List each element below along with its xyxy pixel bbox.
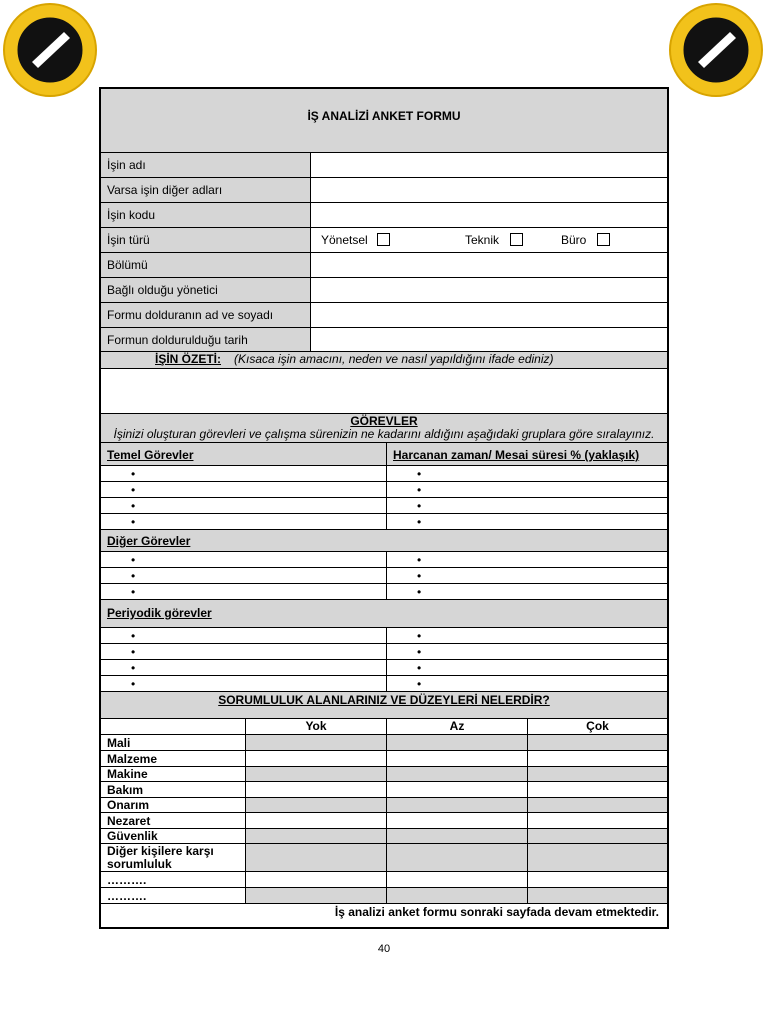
job-analysis-form [99,87,669,929]
responsibility-row-label: Diğer kişilere karşı sorumluluk [107,844,214,871]
periodic-duty-bullet: • [131,677,136,691]
core-duty-bullet: • [131,483,136,497]
responsibility-row-label: Güvenlik [107,829,158,843]
time-bullet: • [417,467,422,481]
job-code-input[interactable] [311,203,667,227]
time-bullet: • [417,483,422,497]
teknik-checkbox[interactable] [510,233,523,246]
responsibility-row-cells[interactable] [246,844,667,871]
periodic-duty-bullet: • [131,661,136,675]
responsibility-row-label: Malzeme [107,751,158,766]
field-label: Formun doldurulduğu tarih [101,328,310,351]
field-label: İşin adı [101,153,310,177]
form-title: İŞ ANALİZİ ANKET FORMU [307,109,461,123]
other-names-input[interactable] [311,178,667,202]
responsibility-heading: SORUMLULUK ALANLARINIZ VE DÜZEYLERİ NELERDİR? [101,692,667,718]
page-number: 40 [377,943,391,955]
job-name-input[interactable] [311,153,667,177]
time-bullet: • [417,629,422,643]
summary-hint: (Kısaca işin amacını, neden ve nasıl yapıldığını ifade ediniz) [234,352,554,366]
job-type-options [311,228,667,252]
responsibility-row-label: ………. [107,888,147,903]
core-duty-bullet: • [131,515,136,529]
pdf-xchange-badge-left[interactable] [2,2,98,98]
responsibility-row-cells[interactable] [246,813,667,828]
responsibility-row-label: Mali [107,735,131,750]
department-input[interactable] [311,253,667,277]
summary-header [101,352,667,368]
field-label: Formu dolduranın ad ve soyadı [101,303,310,327]
responsibility-row-label: Makine [107,767,148,781]
job-type-option-label: Teknik [465,233,500,247]
duties-header [101,414,667,442]
responsibility-row-label: ………. [107,872,147,887]
time-bullet: • [417,645,422,659]
responsibility-row-cells[interactable] [246,782,667,797]
pdf-xchange-badge-right[interactable] [668,2,764,98]
field-label: Varsa işin diğer adları [101,178,310,202]
time-bullet: • [417,677,422,691]
time-bullet: • [417,585,422,599]
yonetsel-checkbox[interactable] [377,233,390,246]
core-duty-bullet: • [131,467,136,481]
time-bullet: • [417,661,422,675]
buro-checkbox[interactable] [597,233,610,246]
manager-input[interactable] [311,278,667,302]
duties-heading: GÖREVLER [350,414,418,428]
responsibility-row-cells[interactable] [246,767,667,781]
responsibility-row-cells[interactable] [246,872,667,887]
periodic-duty-bullet: • [131,629,136,643]
time-bullet: • [417,515,422,529]
level-header: Az [449,719,465,733]
responsibility-row-cells[interactable] [246,888,667,903]
other-duty-bullet: • [131,553,136,567]
footer-note: İş analizi anket formu sonraki sayfada devam etmektedir. [334,905,659,919]
summary-label: İŞİN ÖZETİ: [155,352,221,366]
level-header: Çok [586,719,609,733]
responsibility-row-label: Bakım [107,782,144,797]
responsibility-row-label: Nezaret [107,813,151,828]
duties-instruction: İşinizi oluşturan görevleri ve çalışma sürenizin ne kadarını aldığını aşağıdaki gruplara göre sıralayınız. [113,427,655,441]
summary-input[interactable] [101,369,667,413]
time-bullet: • [417,499,422,513]
field-label: Bağlı olduğu yönetici [101,278,310,302]
core-duty-bullet: • [131,499,136,513]
job-type-option-label: Büro [561,233,587,247]
field-label: Bölümü [101,253,310,277]
core-duties-header: Temel Görevler [101,443,386,465]
responsibility-row-cells[interactable] [246,735,667,750]
responsibility-row-cells[interactable] [246,751,667,766]
time-bullet: • [417,553,422,567]
other-duty-bullet: • [131,585,136,599]
level-header: Yok [305,719,327,733]
responsibility-row-cells[interactable] [246,829,667,843]
periodic-duties-header: Periyodik görevler [101,600,667,627]
time-bullet: • [417,569,422,583]
fill-date-input[interactable] [311,328,667,351]
field-label: İşin türü [101,228,310,252]
other-duty-bullet: • [131,569,136,583]
responsibility-row-cells[interactable] [246,798,667,812]
other-duties-header: Diğer Görevler [101,530,667,551]
form-header [101,89,667,152]
job-type-option-label: Yönetsel [321,233,368,247]
periodic-duty-bullet: • [131,645,136,659]
responsibility-row-label: Onarım [107,798,150,812]
time-spent-header: Harcanan zaman/ Mesai süresi % (yaklaşık) [387,443,667,465]
filler-name-input[interactable] [311,303,667,327]
field-label: İşin kodu [101,203,310,227]
